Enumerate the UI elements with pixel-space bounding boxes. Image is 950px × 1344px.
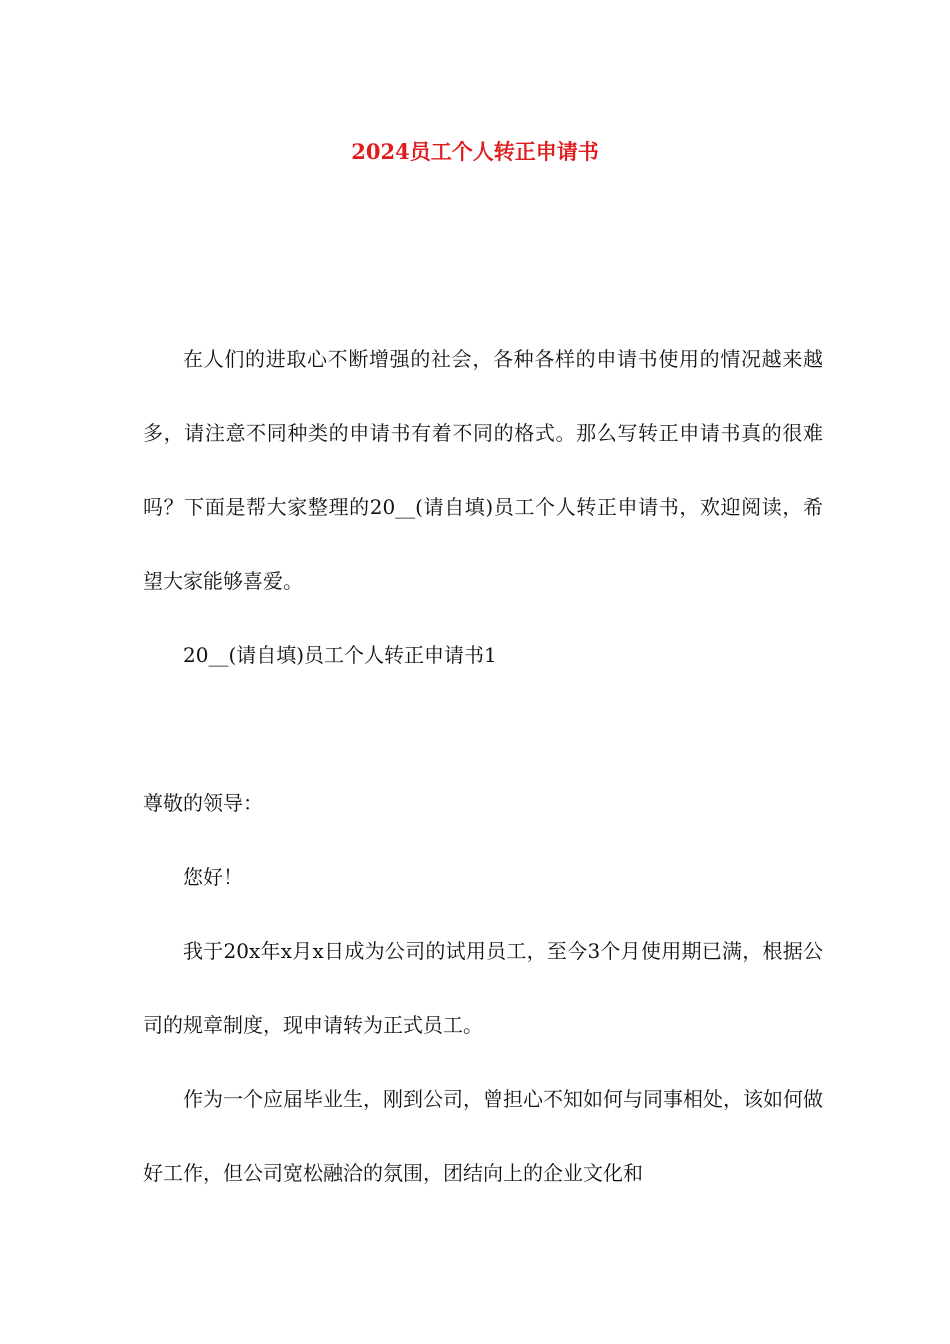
body-paragraph-1: 我于20x年x月x日成为公司的试用员工，至今3个月使用期已满，根据公司的规章制度，现申请转为正式员工。 <box>143 939 823 1037</box>
body-paragraph-2: 作为一个应届毕业生，刚到公司，曾担心不知如何与同事相处，该如何做好工作，但公司宽松融洽的氛围，团结向上的企业文化和 <box>143 1087 823 1185</box>
salutation: 尊敬的领导： <box>143 791 263 815</box>
section-heading: 20__(请自填)员工个人转正申请书1 <box>183 643 497 667</box>
document-body <box>143 322 823 1210</box>
intro-paragraph: 在人们的进取心不断增强的社会，各种各样的申请书使用的情况越来越多，请注意不同种类的申请书有着不同的格式。那么写转正申请书真的很难吗？下面是帮大家整理的20__(请自填)员工个人转正申请书，欢迎阅读，希望大家能够喜爱。 <box>143 347 823 593</box>
document-title: 2024员工个人转正申请书 <box>351 139 599 164</box>
blank-line <box>143 692 823 766</box>
greeting: 您好！ <box>183 865 243 889</box>
